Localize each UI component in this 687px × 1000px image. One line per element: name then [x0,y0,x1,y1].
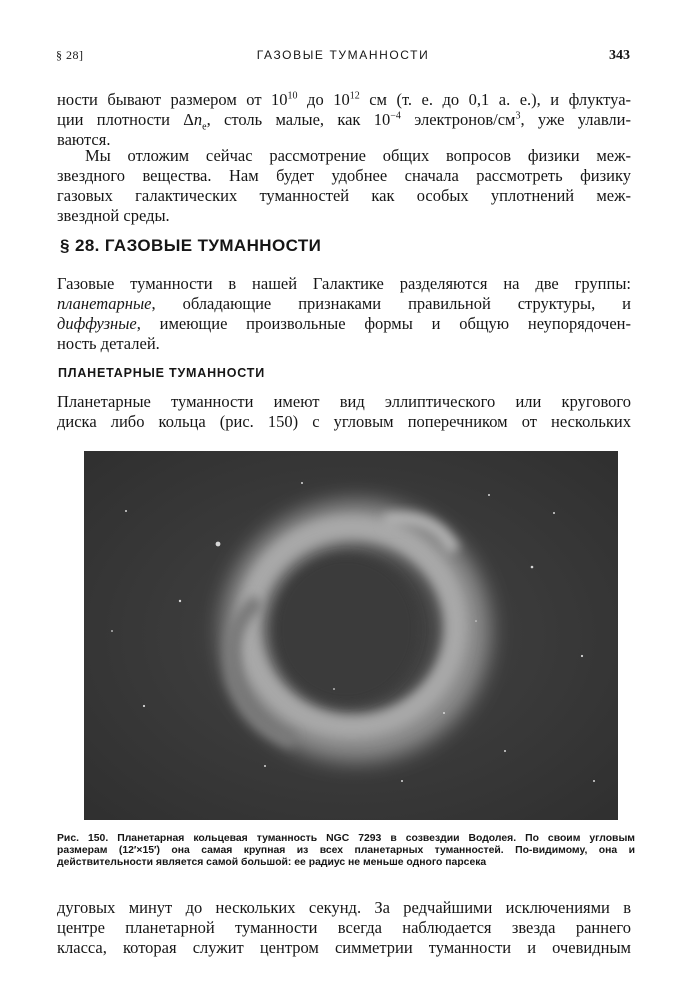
text-line: Газовые туманности в нашей Галактике разделяются на две группы: [57,274,631,293]
paragraph-5 [57,898,631,958]
caption-line: действительности является самой большой: ее радиус не меньше одного парсека [57,857,487,868]
text-line: дуговых минут до нескольких секунд. За редчайшими исключениями в [57,898,631,917]
nebula-image [84,451,618,820]
section-heading: § 28. ГАЗОВЫЕ ТУМАННОСТИ [60,236,322,255]
figure-caption [57,833,635,869]
paragraph-4 [57,392,631,432]
page-number: 343 [609,48,630,63]
caption-line: Рис. 150. Планетарная кольцевая туманность NGC 7293 в созвездии Водолея. По своим угловым [57,833,635,844]
text-line: звездного вещества. Нам будет удобнее сначала рассмотреть физику [57,166,631,185]
section-reference: § 28] [56,48,84,62]
running-head [56,48,630,68]
text-line: газовых галактических туманностей как особых уплотнений меж- [57,186,631,205]
text-line: планетарные, обладающие признаками правильной структуры, и [57,294,631,313]
text-line: ность деталей. [57,334,160,353]
text-line: центре планетарной туманности всегда наблюдается звезда раннего [57,918,631,937]
caption-line: размерам (12′×15′) она самая крупная из всех планетарных туманностей. По-видимому, она и [57,845,635,856]
text-line: ности бывают размером от $10^{10}$ до $10^{12}$ см (т. е. до 0,1 а. е.), и флуктуа- [57,90,632,109]
intro-paragraph [57,90,631,150]
running-title: ГАЗОВЫЕ ТУМАННОСТИ [256,48,430,62]
subsection-heading: ПЛАНЕТАРНЫЕ ТУМАННОСТИ [58,366,265,380]
text-line: ваются. [57,130,111,149]
text-line: диска либо кольца (рис. 150) с угловым поперечником от нескольких [57,412,631,431]
nebula-photograph [84,451,618,820]
paragraph-3 [57,274,631,354]
text-line: Планетарные туманности имеют вид эллиптического или кругового [57,392,631,411]
paragraph-2 [57,146,631,226]
text-line: класса, которая служит центром симметрии туманности и очевидным [57,938,631,957]
text-line: Мы отложим сейчас рассмотрение общих вопросов физики меж- [85,146,631,165]
text-line: диффузные, имеющие произвольные формы и общую неупорядочен- [57,314,631,333]
text-line: звездной среды. [57,206,170,225]
text-line: ции плотности $\Delta n_e$, столь малые, как $10^{-4}$ электронов/$см^3$, уже улавли- [57,110,631,133]
